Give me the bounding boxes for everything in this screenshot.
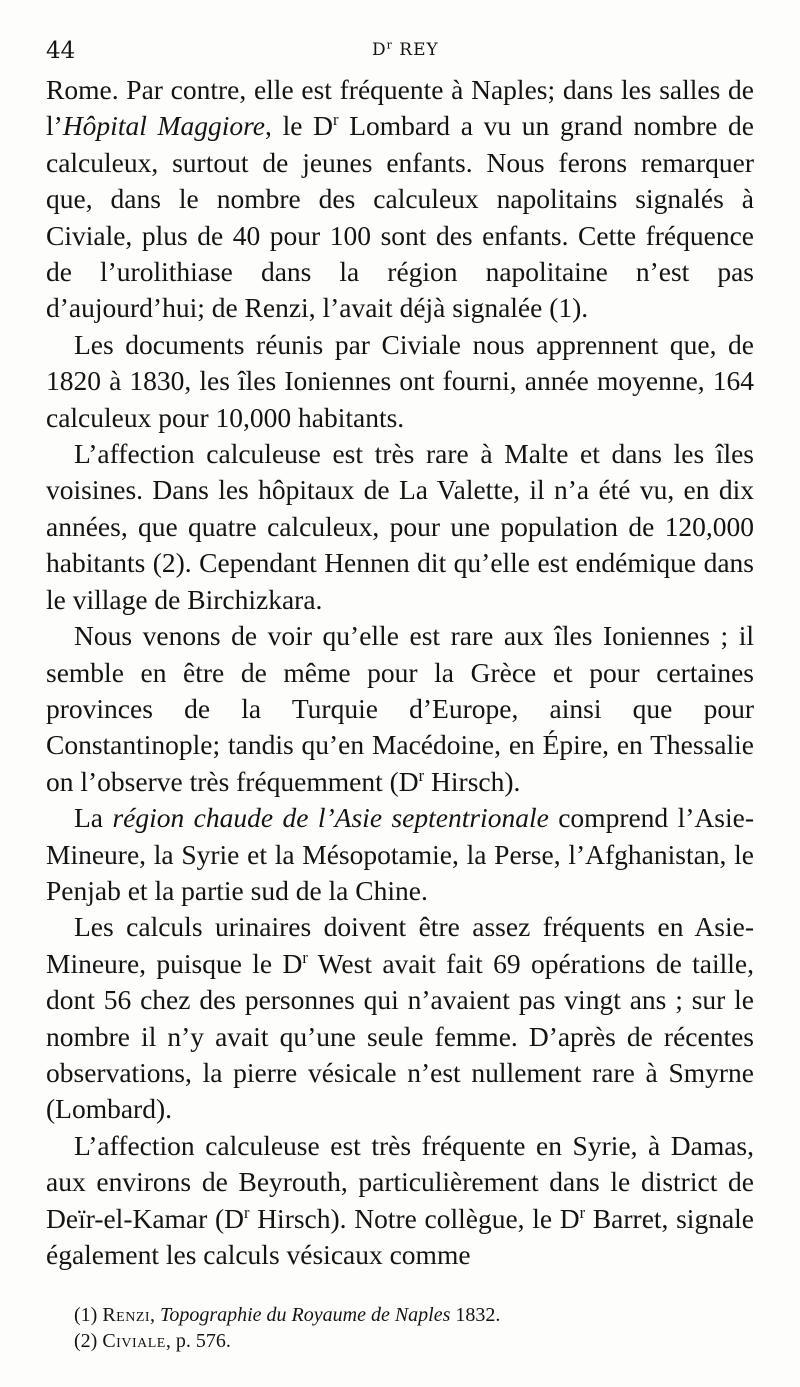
footnotes <box>74 1302 754 1354</box>
text-run: (2) <box>74 1330 103 1352</box>
paragraph <box>46 327 754 436</box>
paragraph <box>46 72 754 327</box>
paragraph <box>46 1128 754 1274</box>
superscript: r <box>302 947 308 967</box>
author-name: Civiale <box>102 1330 166 1352</box>
text-run: La <box>74 802 113 834</box>
text-run: Rome. Par contre, elle est fréquente à Naples; dans les salles de l’ <box>46 74 754 142</box>
italic-text: Hôpital Maggiore <box>62 110 265 142</box>
text-run: West avait fait 69 opérations de taille, dont 56 chez des personnes qui n’avaient pas vingt ans ; sur le nombre il n’y avait qu’une seule femme. D’après de récentes observations, la pierre vésicale n’est nullement rare à Smyrne (Lombard). <box>46 947 754 1125</box>
text-run: comprend l’Asie-Mineure, la Syrie et la Mésopotamie, la Perse, l’Afghanistan, le Penjab et la partie sud de la Chine. <box>46 802 754 906</box>
text-run: Les calculs urinaires doivent être assez fréquents en Asie-Mineure, puisque le D <box>46 911 754 979</box>
superscript: r <box>244 1202 250 1222</box>
text-run: L’affection calculeuse est très fréquente en Syrie, à Damas, aux environs de Beyrouth, particulièrement dans le district de Deïr-el-Kamar (D <box>46 1129 754 1234</box>
superscript: r <box>579 1202 586 1222</box>
paragraph <box>46 618 754 800</box>
text-run: Nous venons de voir qu’elle est rare aux îles Ioniennes ; il semble en être de même pour la Grèce et pour certaines provinces de la Turquie d’Europe, ainsi que pour Constantinople; tandis qu’en Macédoine, en Épire, en Thessalie on l’observe très fréquemment (D <box>46 620 754 797</box>
text-run: , <box>150 1304 161 1326</box>
text-run: (1) <box>74 1304 103 1326</box>
text-run: Les documents réunis par Civiale nous apprennent que, de 1820 à 1830, les îles Ioniennes ont fourni, année moyenne, 164 calculeux pour 10,000 habitants. <box>46 328 754 433</box>
paragraph <box>46 436 754 618</box>
superscript: r <box>332 110 339 130</box>
italic-text: région chaude de l’Asie septentrionale <box>112 802 549 834</box>
text-run: L’affection calculeuse est très rare à Malte et dans les îles voisines. Dans les hôpitaux de La Valette, il n’a été vu, en dix années, que quatre calculeux, pour une population de 120,000 habitants (2). Cependant Hennen dit qu’elle est endémique dans le village de Birchizkara. <box>46 438 754 615</box>
text-run: Barret, signale également les calculs vésicaux comme <box>46 1202 754 1270</box>
superscript: r <box>418 765 425 785</box>
text-run: Hirsch). Notre collègue, le D <box>249 1202 580 1234</box>
text-run: , le D <box>264 110 333 142</box>
text-run: , p. 576. <box>165 1330 231 1352</box>
text-run: Hirsch). <box>424 765 521 797</box>
body-text <box>46 72 754 1273</box>
running-head-name: REY <box>392 40 439 60</box>
running-head <box>372 40 439 60</box>
text-run: Lombard a vu un grand nombre de calculeux, surtout de jeunes enfants. Nous ferons remarquer que, dans le nombre des calculeux napolitains signalés à Civiale, plus de 40 pour 100 sont des enfants. Cette fréquence de l’urolithiase dans la région napolitaine n’est pas d’aujourd’hui; de Renzi, l’avait déjà signalée (1). <box>46 110 754 324</box>
italic-text: Topographie du Royaume de Naples <box>160 1304 451 1326</box>
text-run: 1832. <box>450 1304 501 1326</box>
running-head-prefix: D <box>372 40 387 60</box>
page-number: 44 <box>46 38 76 64</box>
paragraph <box>46 800 754 909</box>
footnote <box>74 1302 754 1328</box>
page-header <box>46 38 754 68</box>
running-head-sup: r <box>386 38 393 52</box>
author-name: Renzi <box>102 1304 151 1326</box>
paragraph <box>46 909 754 1127</box>
footnote <box>74 1328 754 1354</box>
